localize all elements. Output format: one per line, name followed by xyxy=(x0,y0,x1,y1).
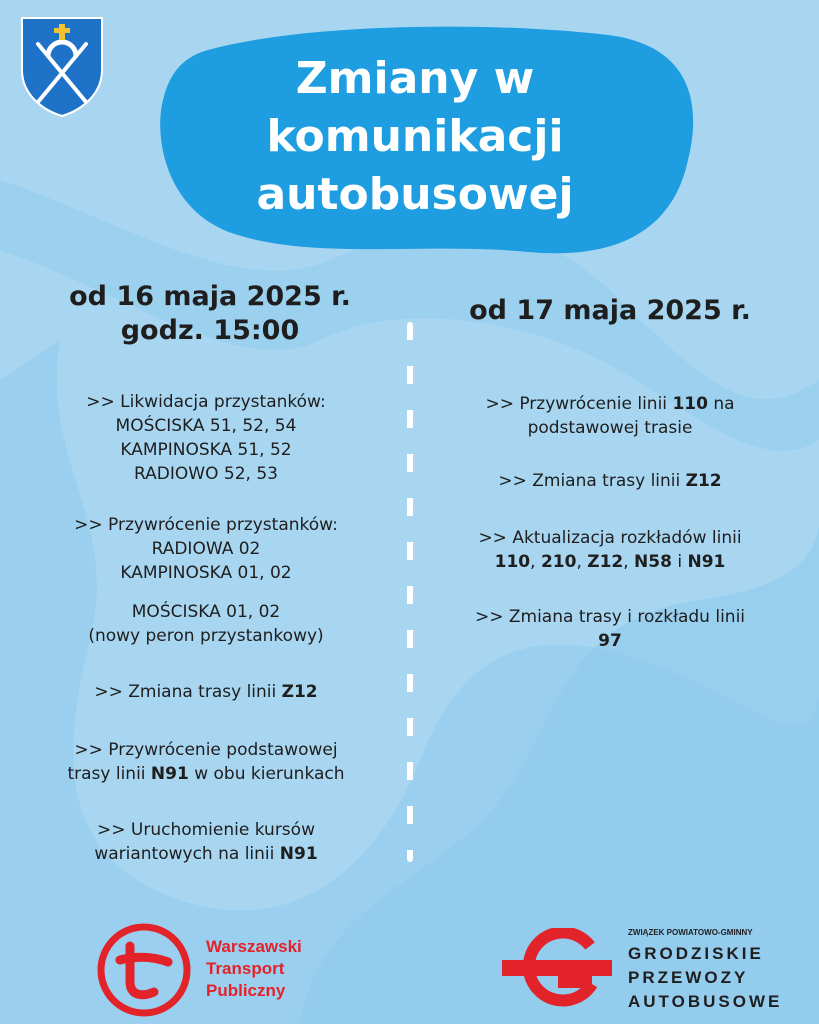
left-item-route-restoration: >> Przywrócenie podstawowej trasy linii N91 w obu kierunkach xyxy=(67,740,345,784)
left-item-new-platform: MOŚCISKA 01, 02 (nowy peron przystankowy) xyxy=(88,602,324,646)
right-heading-date: od 17 maja 2025 r. xyxy=(469,295,751,326)
right-item-route-timetable-change: >> Zmiana trasy i rozkładu linii 97 xyxy=(474,607,746,651)
title-line-3: autobusowej xyxy=(256,169,574,220)
column-divider xyxy=(407,322,413,862)
gpa-logo-icon xyxy=(502,928,612,1014)
right-column-heading xyxy=(420,294,800,328)
left-item-route-change: >> Zmiana trasy linii Z12 xyxy=(94,682,318,702)
title-line-2: komunikacji xyxy=(266,111,564,162)
left-heading-date: od 16 maja 2025 r. xyxy=(69,281,351,312)
page-title xyxy=(160,50,670,224)
gpa-association-label: ZWIĄZEK POWIATOWO-GMINNY xyxy=(628,928,753,937)
gpa-logo-text: GRODZISKIE PRZEWOZY AUTOBUSOWE xyxy=(628,944,783,1011)
wtp-logo-text: Warszawski Transport Publiczny xyxy=(206,937,302,1000)
coat-of-arms-icon xyxy=(18,14,106,118)
left-column-heading xyxy=(20,280,400,348)
left-item-stop-restoration: >> Przywrócenie przystanków: RADIOWA 02 KAMPINOSKA 01, 02 xyxy=(74,515,338,583)
left-heading-time: godz. 15:00 xyxy=(120,315,300,346)
left-item-stop-removal: >> Likwidacja przystanków: MOŚCISKA 51, 52, 54 KAMPINOSKA 51, 52 RADIOWO 52, 53 xyxy=(86,392,326,484)
right-item-route-change: >> Zmiana trasy linii Z12 xyxy=(498,471,722,491)
right-item-line-restoration: >> Przywrócenie linii 110 na podstawowej trasie xyxy=(485,394,735,438)
wtp-logo-icon xyxy=(96,922,192,1018)
right-item-timetable-update: >> Aktualizacja rozkładów linii 110, 210, Z12, N58 i N91 xyxy=(478,528,742,572)
title-line-1: Zmiany w xyxy=(295,53,535,104)
left-item-variant-trips: >> Uruchomienie kursów wariantowych na linii N91 xyxy=(94,820,318,864)
